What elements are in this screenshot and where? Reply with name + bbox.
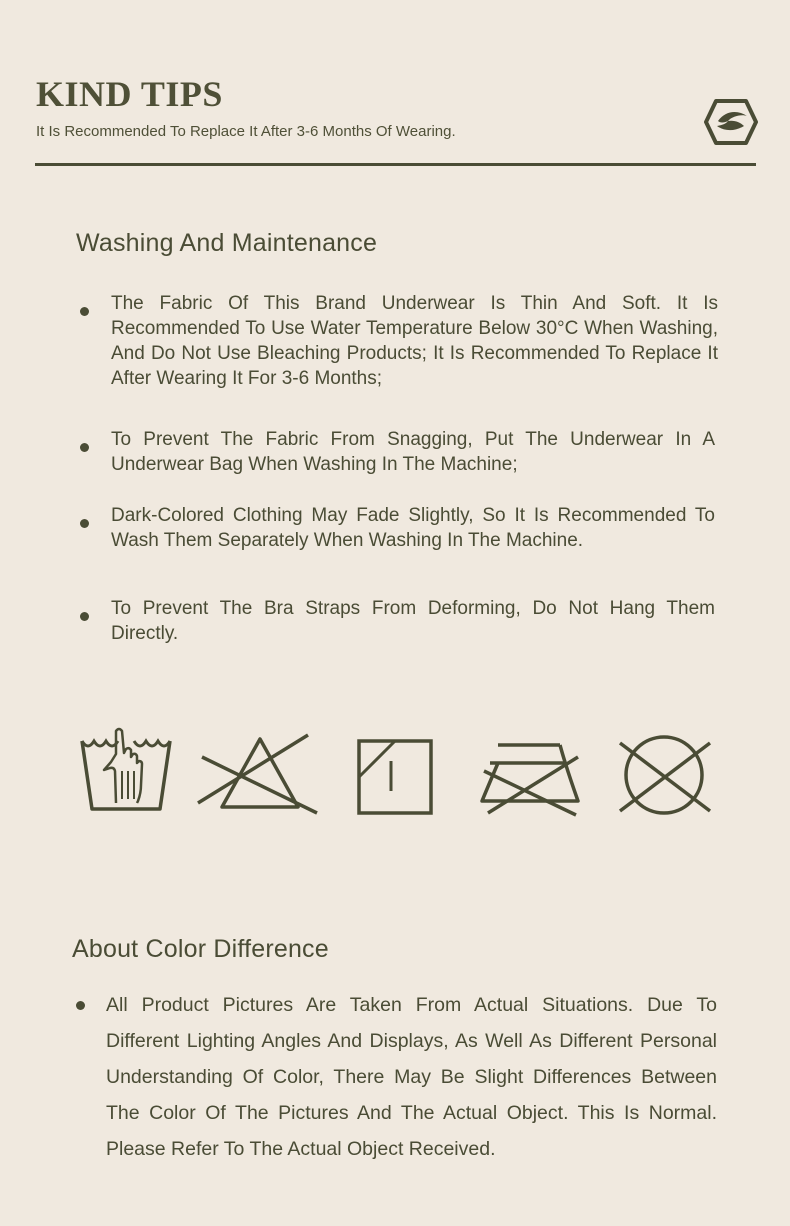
header <box>36 72 756 142</box>
brand-logo-icon <box>704 96 758 148</box>
do-not-bleach-icon <box>196 727 320 819</box>
washing-item: To Prevent The Fabric From Snagging, Put The Underwear In A Underwear Bag When Washing In The Machine; <box>111 429 715 475</box>
bullet-dot <box>80 443 89 452</box>
page-subtitle: It Is Recommended To Replace It After 3-6 Months Of Wearing. <box>36 123 456 140</box>
do-not-iron-icon <box>476 727 586 819</box>
bullet-dot <box>76 1001 85 1010</box>
bullet-dot <box>80 519 89 528</box>
hand-wash-icon <box>78 727 174 819</box>
bullet-dot <box>80 307 89 316</box>
page-title: KIND TIPS <box>36 74 223 114</box>
drip-dry-icon <box>356 727 436 819</box>
color-difference-text: All Product Pictures Are Taken From Actual Situations. Due To Different Lighting Angles And Displays, As Well As Different Personal Understanding Of Color, There May Be Slight Differences Between The Color Of The Pictures And The Actual Object. This Is Normal. Please Refer To The Actual Object Received. <box>106 994 717 1160</box>
washing-item: Dark-Colored Clothing May Fade Slightly, So It Is Recommended To Wash Them Separately When Washing In The Machine. <box>111 505 715 551</box>
header-divider <box>35 163 756 166</box>
color-difference-heading: About Color Difference <box>72 935 329 963</box>
care-icons-row <box>78 727 718 819</box>
washing-heading: Washing And Maintenance <box>76 229 378 257</box>
do-not-tumble-dry-icon <box>616 727 714 819</box>
washing-item: The Fabric Of This Brand Underwear Is Thin And Soft. It Is Recommended To Use Water Temperature Below 30°C When Washing, And Do Not Use Bleaching Products; It Is Recommended To Replace It After Wearing It For 3-6 Months; <box>111 293 718 389</box>
bullet-dot <box>80 612 89 621</box>
washing-item: To Prevent The Bra Straps From Deforming, Do Not Hang Them Directly. <box>111 598 715 644</box>
